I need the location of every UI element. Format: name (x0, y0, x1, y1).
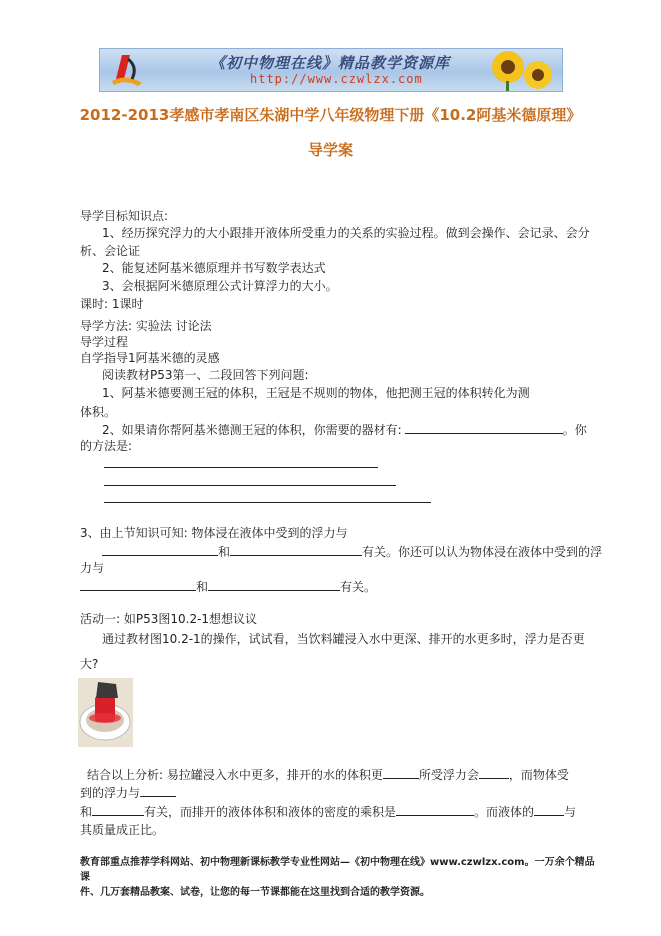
question-2-line-a (102, 421, 610, 439)
footer-line-1: 教育部重点推荐学科网站、初中物理新课标教学专业性网站—《初中物理在线》www.czwlzx.com。一万余个精品课 (80, 857, 595, 883)
document-subtitle: 导学案 (307, 141, 353, 159)
question-1-line-b: 体积。 (80, 405, 117, 419)
blank-factor-b[interactable] (92, 803, 144, 816)
blank-factor-a[interactable] (140, 784, 176, 797)
conclusion-line-d: 其质量成正比。 (80, 823, 165, 837)
blank-factor-1[interactable] (102, 543, 218, 556)
question-2-line-b: 的方法是: (80, 439, 133, 453)
conclusion-line-a: 结合以上分析: 易拉罐浸入水中更多，排开的水的体积更 所受浮力会 ，而物体受 (87, 768, 569, 782)
reading-instruction: 阅读教材P53第一、二段回答下列问题: (102, 368, 309, 382)
question-2-suffix: 。你 (562, 423, 587, 437)
blank-factor-3[interactable] (80, 578, 196, 591)
blank-equipment[interactable] (405, 421, 563, 434)
conclusion-line-c: 和 有关，而排开的液体体积和液体的密度的乘积是 。而液体的 与 (80, 805, 577, 819)
blank-volume[interactable] (383, 766, 419, 779)
sunflower-icon (486, 48, 556, 92)
question-2-text: 2、如果请你帮阿基米德测王冠的体积，你需要的器材有: (102, 423, 402, 437)
goal-2: 2、能复述阿基米德原理并书写数学表达式 (102, 261, 326, 275)
guide-1-heading: 自学指导1阿基米德的灵感 (80, 351, 220, 365)
blank-factor-2[interactable] (230, 543, 362, 556)
question-3-line-d: 和 有关。 (80, 578, 588, 596)
question-1-line-a: 1、阿基米德要测王冠的体积，王冠是不规则的物体，他把测王冠的体积转化为测 (102, 386, 530, 400)
blank-buoyancy-change[interactable] (479, 766, 509, 779)
document-title: 2012-2013孝感市孝南区朱湖中学八年级物理下册《10.2阿基米德原理》 (79, 106, 582, 124)
answer-line-3[interactable] (104, 502, 431, 503)
methods: 导学方法: 实验法 讨论法 (80, 319, 212, 333)
question-3-line-a: 3、由上节知识可知: 物体浸在液体中受到的浮力与 (80, 526, 348, 540)
activity-line-b: 大? (80, 657, 99, 671)
can-in-water-image (78, 678, 133, 747)
goal-3: 3、会根据阿米德原理公式计算浮力的大小。 (102, 279, 338, 293)
blank-product[interactable] (396, 803, 474, 816)
answer-line-2[interactable] (104, 485, 396, 486)
goals-heading: 导学目标知识点: (80, 209, 169, 223)
goal-1-line-a: 1、经历探究浮力的大小跟排开液体所受重力的关系的实验过程。做到会操作、会记录、会分 (102, 226, 590, 240)
footer-line-2: 件、几万套精品教案、试卷，让您的每一节课都能在这里找到合适的教学资源。 (80, 887, 430, 898)
answer-line-1[interactable] (104, 467, 378, 468)
can-in-water-icon (78, 678, 133, 747)
site-logo-icon (108, 53, 146, 87)
class-hours: 课时: 1课时 (80, 297, 144, 311)
conclusion-line-b: 到的浮力与 (80, 784, 588, 802)
banner-title: 《初中物理在线》精品教学资源库 (210, 54, 451, 72)
question-3-line-b: 和 有关。你还可以认为物体浸在液体中受到的浮 (102, 543, 610, 561)
blank-factor-4[interactable] (208, 578, 340, 591)
footer-note (80, 855, 595, 900)
process-heading: 导学过程 (80, 335, 129, 349)
question-3-line-c: 力与 (80, 561, 105, 575)
activity-heading: 活动一: 如P53图10.2-1想想议议 (80, 612, 258, 626)
banner-url: http://www.czwlzx.com (250, 72, 423, 86)
blank-property[interactable] (534, 803, 564, 816)
header-banner (99, 48, 563, 92)
goal-1-line-b: 析、会论证 (80, 244, 141, 258)
activity-line-a: 通过教材图10.2-1的操作，试试看，当饮料罐浸入水中更深、排开的水更多时，浮力是否更 (102, 632, 585, 646)
